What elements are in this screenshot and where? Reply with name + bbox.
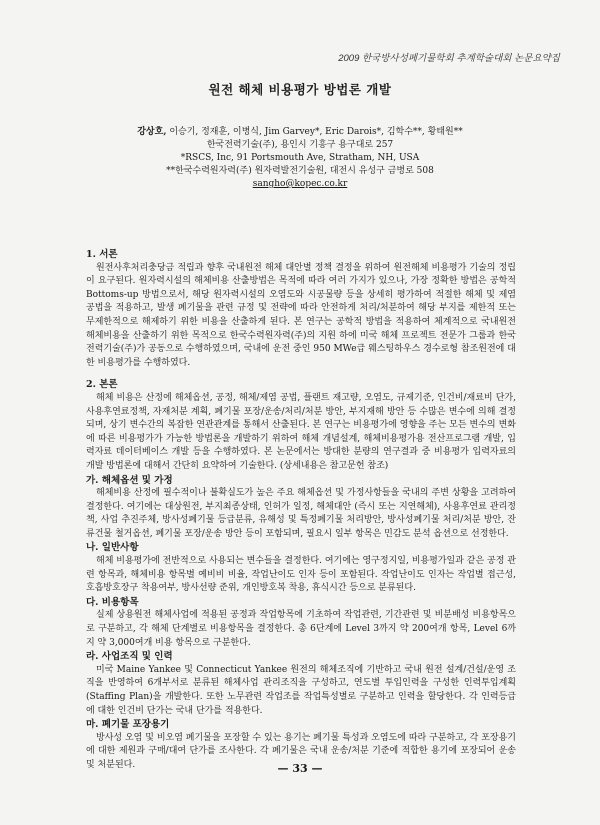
- options-paragraph: 해체비용 산정에 필수적이나 불확실도가 높은 주요 해체옵션 및 가정사항들을 국내의 주변 상황을 고려하여 결정한다. 여기에는 대상원전, 부지최종상태, 인허가 일정, 해체대안 (즉시 또는 지연해체), 사용후연료 관리정책, 사업 추진주체, 방사성폐기물 등급분류, 유해성 및 특정폐기물 처리방안, 방사성폐기물 처리/처분 방안, 잔류건물 철거옵션, 폐기물 포장/운송 방안 등이 포함되며, 필요시 일부 항목은 민감도 분석 옵션으로 선정한다.: [86, 488, 516, 539]
- section-heading-intro: 1. 서론: [86, 249, 118, 260]
- general-paragraph: 해체 비용평가에 전반적으로 사용되는 변수들을 결정한다. 여기에는 영구정지일, 비용평가일과 같은 공정 관련 항목과, 해체비용 항목별 예비비 비율, 작업난이도 인자 등이 포함된다. 작업난이도 인자는 작업별 접근성, 호흡방호장구 착용여부, 방사선량 준위, 개인방호복 착용, 휴식시간 등으로 분류된다.: [86, 556, 516, 594]
- containers-paragraph: 방사성 오염 및 비오염 폐기물을 포장할 수 있는 용기는 폐기물 특성과 오염도에 따라 구분하고, 각 포장용기에 대한 제원과 구매/대여 단가를 조사한다. 각 폐기물은 국내 운송/처분 기준에 적합한 용기에 포장되어 운송 및 처분된다.: [86, 732, 516, 770]
- title-block: [0, 80, 600, 191]
- paper-title: 원전 해체 비용평가 방법론 개발: [208, 82, 392, 97]
- subsection-heading-containers: 마. 폐기물 포장용기: [86, 719, 170, 731]
- organization-paragraph: 미국 Maine Yankee 및 Connecticut Yankee 원전의 해체조직에 기반하고 국내 원전 설계/건설/운영 조직을 반영하여 6개부서로 분류된 해체사업 관리조직을 구성하고, 연도별 투입인력을 구성한 인력투입계획(Staffing Plan)을 개발한다. 또한 노무관련 작업조를 작업특성별로 구분하고 인력을 할당한다. 각 인력등급에 대한 인건비 단가는 국내 단가를 적용한다.: [86, 664, 516, 716]
- paper-body: [86, 240, 516, 773]
- affiliation-1: 한국전력기술(주), 용인시 기흥구 용구대로 257: [206, 140, 394, 150]
- cost-items-paragraph: 실제 상용원전 해체사업에 적용된 공정과 작업항목에 기초하여 작업관련, 기간관련 및 비분배성 비용항목으로 구분하고, 각 해체 단계별로 비용항목을 결정한다. 총 6단계에 Level 3까지 약 200여개 항목, Level 6까지 약 3,000여개 비용 항목으로 구분한다.: [86, 610, 516, 648]
- affiliation-3: **한국수력원자력(주) 원자력발전기술원, 대전시 유성구 금병로 508: [166, 166, 434, 176]
- subsection-heading-options: 가. 해체옵션 및 가정: [86, 474, 173, 486]
- affiliation-2: *RSCS, Inc, 91 Portsmouth Ave, Stratham, NH, USA: [180, 153, 420, 163]
- intro-paragraph: 원전사후처리충당금 적립과 향후 국내원전 해체 대안별 정책 결정을 위하여 원전해체 비용평가 기술의 정립이 요구된다. 원자력시설의 해체비용 산출방법은 목적에 따라 여러 가지가 있으나, 가장 정확한 방법은 공학적 Bottoms-up 방법으로서, 해당 원자력시설의 오염도와 시공물량 등을 상세히 평가하여 적절한 해체 및 제염 공법을 적용하고, 발생 폐기물을 관련 규정 및 전략에 따라 안전하게 처리/처분하여 해당 부지를 제한적 또는 무제한적으로 해제하기 위한 비용을 산출하게 된다. 본 연구는 공학적 방법을 적용하여 체계적으로 국내원전 해체비용을 산출하기 위한 목적으로 한국수력원자력(주)의 지원 하에 미국 해체 프로젝트 전문가 그룹과 한국전력기술(주)가 공동으로 수행하였으며, 국내에 운전 중인 950 MWe급 웨스팅하우스 경수로형 참조원전에 대한 비용평가를 수행하였다.: [86, 262, 516, 368]
- main-paragraph: 해체 비용은 산정에 해체옵션, 공정, 해체/제염 공법, 플랜트 재고량, 오염도, 규제기준, 인건비/재료비 단가, 사용후연료정책, 자재처분 계획, 폐기물 포장/운송/처리/처분 방안, 부지재해 방안 등 수많은 변수에 의해 결정되며, 상기 변수간의 복잡한 연관관계를 통해서 산출된다. 본 연구는 비용평가에 영향을 주는 모든 변수의 변화에 따른 비용평가가 가능한 방법론을 개발하기 위하여 해체 개념설계, 해체비용평가용 전산프로그램 개발, 입력자료 데이터베이스 개발 등을 수행하였다. 본 논문에서는 방대한 분량의 연구결과 중 비용평가 입력자료의 개발 방법론에 대해서 간단히 요약하여 기술한다. (상세내용은 참고문헌 참조): [86, 392, 516, 471]
- contact-email[interactable]: sangho@kopec.co.kr: [252, 179, 348, 189]
- section-heading-main: 2. 본론: [86, 379, 118, 391]
- author-line: [0, 126, 600, 139]
- page-number: — 33 —: [277, 762, 323, 775]
- co-authors: 이승기, 정재훈, 이병식, Jim Garvey*, Eric Darois*, 김학수**, 황태원**: [166, 127, 463, 137]
- subsection-heading-general: 나. 일반사항: [86, 542, 139, 554]
- subsection-heading-organization: 라. 사업조직 및 인력: [86, 651, 173, 663]
- running-header: 2009 한국방사성폐기물학회 추계학술대회 논문요약집: [338, 53, 560, 64]
- subsection-heading-cost-items: 다. 비용항목: [86, 596, 139, 608]
- lead-author: 강상호,: [137, 127, 167, 137]
